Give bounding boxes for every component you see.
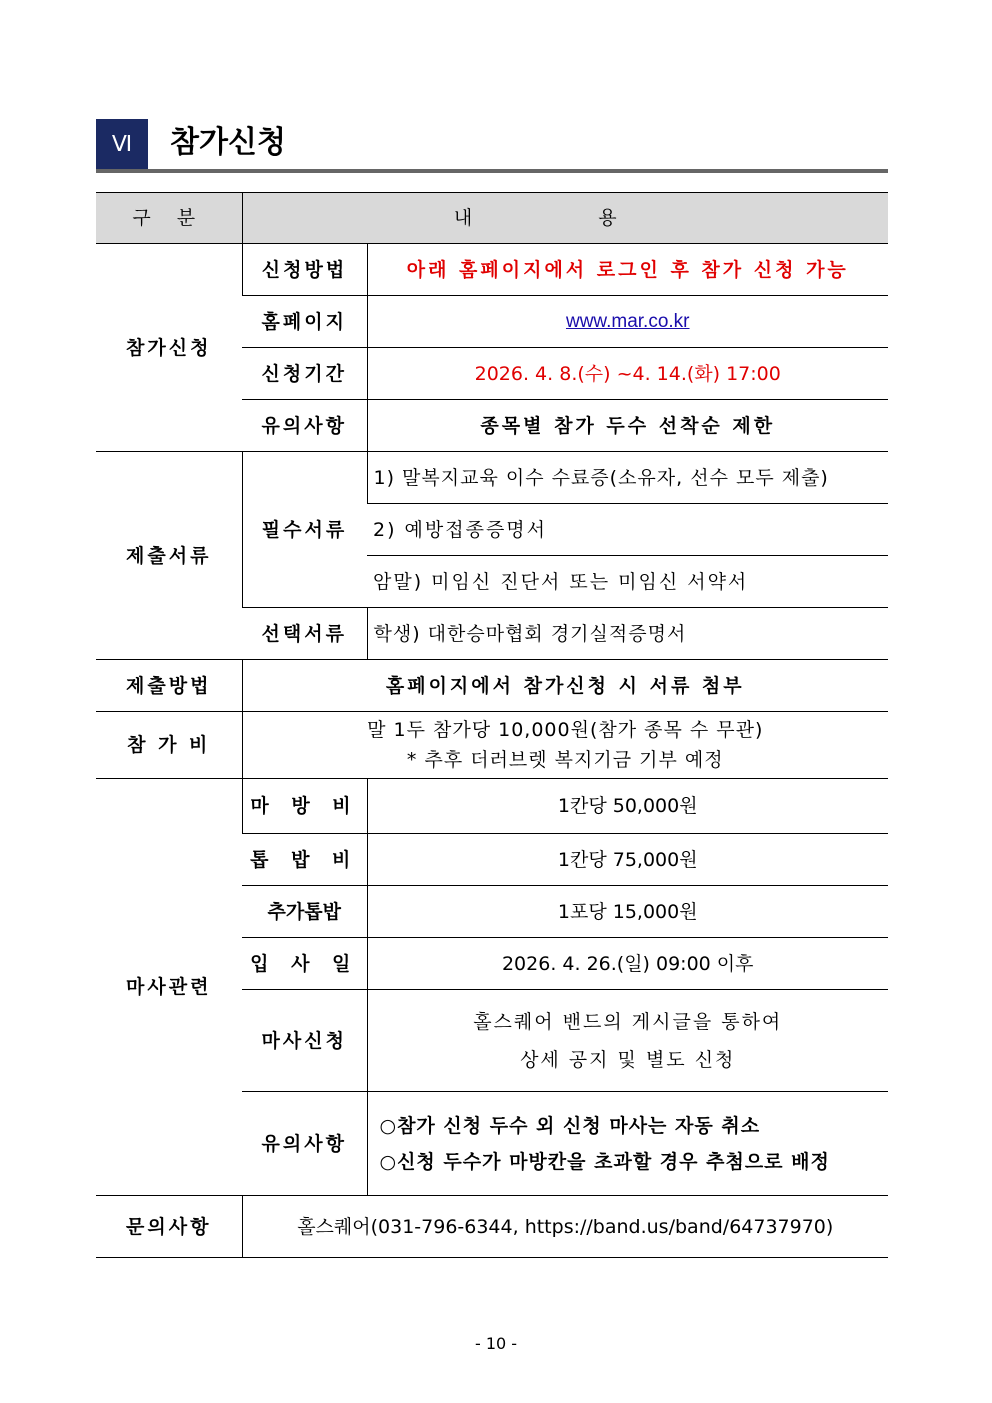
required-doc-item: 1) 말복지교육 이수 수료증(소유자, 선수 모두 제출) [367, 452, 888, 504]
stable-apply-line-2: 상세 공지 및 별도 신청 [520, 1048, 736, 1071]
table-row [96, 712, 888, 779]
notice-value: 종목별 참가 두수 선착순 제한 [367, 400, 888, 452]
header-category: 구 분 [96, 193, 242, 244]
required-docs-key: 필수서류 [242, 452, 367, 608]
table-row [96, 244, 888, 296]
stable-label: 마사관련 [96, 779, 242, 1196]
inquiry-value: 홀스퀘어(031-796-6344, https://band.us/band/64737970) [242, 1196, 888, 1258]
homepage-cell [367, 296, 888, 348]
row-key: 유의사항 [242, 400, 367, 452]
fee-line-1: 말 1두 참가당 10,000원(참가 종목 수 무관) [367, 719, 764, 741]
row-key: 신청기간 [242, 348, 367, 400]
stable-note-2: ○신청 두수가 마방칸을 초과할 경우 추첨으로 배정 [379, 1150, 830, 1173]
stable-apply-key: 마사신청 [242, 990, 367, 1092]
table-row [96, 452, 888, 504]
row-key: 홈페이지 [242, 296, 367, 348]
required-doc-item: 암말) 미임신 진단서 또는 미임신 서약서 [367, 556, 888, 608]
stable-apply-line-1: 홀스퀘어 밴드의 게시글을 통하여 [473, 1010, 783, 1033]
stable-notes-value [367, 1092, 888, 1196]
header-content: 내 용 [242, 193, 888, 244]
page-number: - 10 - [474, 1334, 518, 1353]
table-row [96, 660, 888, 712]
application-period-value: 2026. 4. 8.(수) ~4. 14.(화) 17:00 [367, 348, 888, 400]
fee-line-2: * 추후 더러브렛 복지기금 기부 예정 [406, 749, 724, 771]
fee-value [242, 712, 888, 779]
row-value: 1칸당 50,000원 [367, 779, 888, 834]
stable-apply-value [367, 990, 888, 1092]
section-underline [96, 169, 888, 173]
optional-docs-key: 선택서류 [242, 608, 367, 660]
row-value: 1칸당 75,000원 [367, 834, 888, 886]
section-number-badge: Ⅵ [96, 119, 148, 169]
row-key: 입 사 일 [242, 938, 367, 990]
table-header-row [96, 193, 888, 244]
section-header [96, 119, 888, 173]
homepage-link[interactable]: www.mar.co.kr [565, 311, 690, 332]
table-row [96, 1196, 888, 1258]
inquiry-label: 문의사항 [96, 1196, 242, 1258]
registration-label: 참가신청 [96, 244, 242, 452]
row-key: 추가톱밥 [242, 886, 367, 938]
row-key: 톱 밥 비 [242, 834, 367, 886]
table-row [96, 779, 888, 834]
optional-doc-value: 학생) 대한승마협회 경기실적증명서 [367, 608, 888, 660]
stable-note-1: ○참가 신청 두수 외 신청 마사는 자동 취소 [379, 1114, 761, 1137]
documents-label: 제출서류 [96, 452, 242, 660]
method-value: 홈페이지에서 참가신청 시 서류 첨부 [242, 660, 888, 712]
required-doc-item: 2) 예방접종증명서 [367, 504, 888, 556]
application-info-table [96, 192, 888, 1258]
fee-label: 참 가 비 [96, 712, 242, 779]
method-label: 제출방법 [96, 660, 242, 712]
row-value: 1포당 15,000원 [367, 886, 888, 938]
row-key: 신청방법 [242, 244, 367, 296]
row-key: 마 방 비 [242, 779, 367, 834]
application-method-value: 아래 홈페이지에서 로그인 후 참가 신청 가능 [367, 244, 888, 296]
section-title: 참가신청 [170, 125, 286, 160]
stable-notes-key: 유의사항 [242, 1092, 367, 1196]
row-value: 2026. 4. 26.(일) 09:00 이후 [367, 938, 888, 990]
